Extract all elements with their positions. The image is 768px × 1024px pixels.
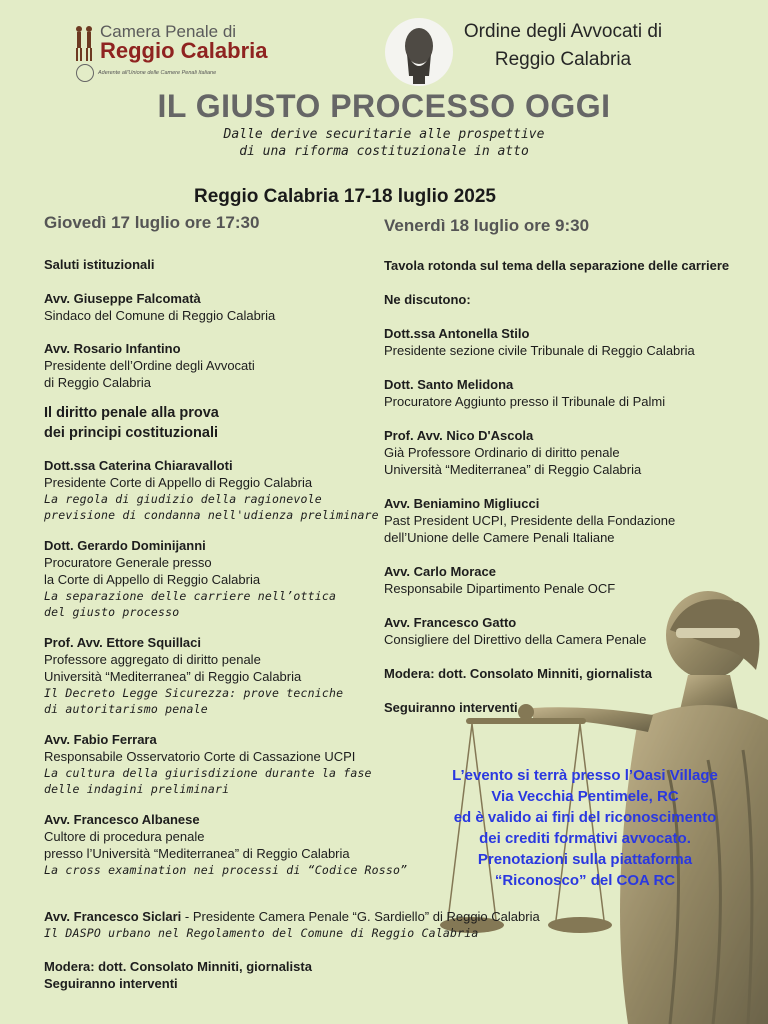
day1-heading: Giovedì 17 luglio ore 17:30 bbox=[44, 213, 260, 232]
venue-info bbox=[420, 765, 750, 891]
ordine-line1: Ordine degli Avvocati di bbox=[463, 21, 663, 42]
venue-line6: “Riconosco” del COA RC bbox=[494, 872, 676, 889]
speaker-role: - Presidente Camera Penale “G. Sardiello” di Reggio Calabria bbox=[181, 909, 540, 924]
bronze-warriors-icon bbox=[72, 24, 96, 62]
speaker-role: Responsabile Dipartimento Penale OCF bbox=[384, 581, 616, 596]
speaker-name: Dott. Gerardo Dominijanni bbox=[44, 538, 206, 553]
speaker-role: Presidente sezione civile Tribunale di Reggio Calabria bbox=[384, 343, 695, 358]
venue-line2: Via Vecchia Pentimele, RC bbox=[491, 788, 679, 805]
speaker-name: Avv. Carlo Morace bbox=[384, 564, 496, 579]
day2-column bbox=[384, 257, 764, 716]
talk-topic: Il Decreto Legge Sicurezza: prove tecniche bbox=[44, 686, 344, 700]
speaker-role: dell’Unione delle Camere Penali Italiane bbox=[384, 530, 615, 545]
roundtable-title: Tavola rotonda sul tema della separazione delle carriere bbox=[384, 258, 730, 273]
ucpi-seal-icon bbox=[76, 64, 94, 82]
event-dates: Reggio Calabria 17-18 luglio 2025 bbox=[194, 186, 496, 207]
speaker-name: Avv. Giuseppe Falcomatà bbox=[44, 291, 201, 306]
talk-topic: di autoritarismo penale bbox=[44, 702, 208, 716]
subtitle-line2: di una riforma costituzionale in atto bbox=[239, 144, 529, 159]
day1-footer bbox=[44, 958, 444, 992]
speaker-role: Past President UCPI, Presidente della Fondazione bbox=[384, 513, 676, 528]
talk-topic: La separazione delle carriere nell’ottica bbox=[44, 589, 337, 603]
speaker-role: di Reggio Calabria bbox=[44, 375, 151, 390]
event-subtitle bbox=[0, 126, 768, 160]
closing-note: Seguiranno interventi bbox=[44, 976, 178, 991]
saluti-heading: Saluti istituzionali bbox=[44, 257, 155, 272]
talk-topic: delle indagini preliminari bbox=[44, 782, 230, 796]
subtitle-line1: Dalle derive securitarie alle prospettive bbox=[223, 127, 545, 142]
speaker-role: Responsabile Osservatorio Corte di Cassazione UCPI bbox=[44, 749, 356, 764]
speaker-role: Presidente Corte di Appello di Reggio Calabria bbox=[44, 475, 313, 490]
logo-subline: Aderente all'Unione delle Camere Penali Italiane bbox=[98, 70, 217, 76]
speaker-role: Professore aggregato di diritto penale bbox=[44, 652, 261, 667]
speaker-role: Cultore di procedura penale bbox=[44, 829, 205, 844]
speaker-name: Avv. Francesco Albanese bbox=[44, 812, 200, 827]
talk-topic: previsione di condanna nell'udienza preliminare bbox=[44, 508, 379, 522]
logo-line1: Camera Penale di bbox=[100, 22, 237, 41]
camera-penale-logo bbox=[72, 22, 272, 80]
speaker-role: Procuratore Aggiunto presso il Tribunale di Palmi bbox=[384, 394, 666, 409]
venue-line5: Prenotazioni sulla piattaforma bbox=[477, 851, 693, 868]
speaker-role: Procuratore Generale presso bbox=[44, 555, 212, 570]
speaker-role: Sindaco del Comune di Reggio Calabria bbox=[44, 308, 276, 323]
moderator: Modera: dott. Consolato Minniti, giornalista bbox=[44, 959, 312, 974]
session-title-line2: dei principi costituzionali bbox=[44, 425, 219, 441]
logo-line2: Reggio Calabria bbox=[100, 38, 268, 63]
talk-topic: La cross examination nei processi di “Codice Rosso” bbox=[44, 863, 408, 877]
venue-line3: ed è valido ai fini del riconoscimento bbox=[453, 809, 717, 826]
speaker-name: Prof. Avv. Ettore Squillaci bbox=[44, 635, 201, 650]
day2-heading: Venerdì 18 luglio ore 9:30 bbox=[384, 216, 590, 235]
speaker-role: presso l’Università “Mediterranea” di Reggio Calabria bbox=[44, 846, 350, 861]
speaker-name: Avv. Beniamino Migliucci bbox=[384, 496, 540, 511]
talk-topic: La regola di giudizio della ragionevole bbox=[44, 492, 322, 506]
speaker-name: Avv. Rosario Infantino bbox=[44, 341, 181, 356]
speaker-role: Già Professore Ordinario di diritto penale bbox=[384, 445, 620, 460]
speaker-role: la Corte di Appello di Reggio Calabria bbox=[44, 572, 261, 587]
speaker-name: Dott. Santo Melidona bbox=[384, 377, 514, 392]
speaker-name: Avv. Fabio Ferrara bbox=[44, 732, 157, 747]
moderator: Modera: dott. Consolato Minniti, giornalista bbox=[384, 666, 652, 681]
speaker-role: Consigliere del Direttivo della Camera Penale bbox=[384, 632, 647, 647]
speaker-role: Università “Mediterranea” di Reggio Calabria bbox=[44, 669, 302, 684]
talk-topic: Il DASPO urbano nel Regolamento del Comune di Reggio Calabria bbox=[44, 926, 479, 940]
bust-portrait-icon bbox=[385, 18, 453, 86]
siclari-block bbox=[44, 908, 584, 941]
speaker-name: Avv. Francesco Siclari bbox=[44, 909, 182, 924]
speaker-name: Dott.ssa Antonella Stilo bbox=[384, 326, 530, 341]
ordine-avvocati-name bbox=[458, 18, 668, 74]
speaker-name: Prof. Avv. Nico D'Ascola bbox=[384, 428, 534, 443]
discutono-label: Ne discutono: bbox=[384, 292, 471, 307]
speaker-role: Università “Mediterranea” di Reggio Calabria bbox=[384, 462, 642, 477]
speaker-name: Avv. Francesco Gatto bbox=[384, 615, 517, 630]
event-title: IL GIUSTO PROCESSO OGGI bbox=[157, 88, 611, 124]
speaker-role: Presidente dell’Ordine degli Avvocati bbox=[44, 358, 255, 373]
ordine-line2: Reggio Calabria bbox=[494, 49, 632, 70]
talk-topic: del giusto processo bbox=[44, 605, 180, 619]
closing-note: Seguiranno interventi bbox=[384, 700, 518, 715]
day1-column bbox=[44, 256, 414, 878]
venue-line1: L’evento si terrà presso l’Oasi Village bbox=[452, 767, 718, 784]
session-title-line1: Il diritto penale alla prova bbox=[44, 405, 219, 421]
speaker-name: Dott.ssa Caterina Chiaravalloti bbox=[44, 458, 233, 473]
venue-line4: dei crediti formativi avvocato. bbox=[479, 830, 691, 847]
talk-topic: La cultura della giurisdizione durante la fase bbox=[44, 766, 372, 780]
